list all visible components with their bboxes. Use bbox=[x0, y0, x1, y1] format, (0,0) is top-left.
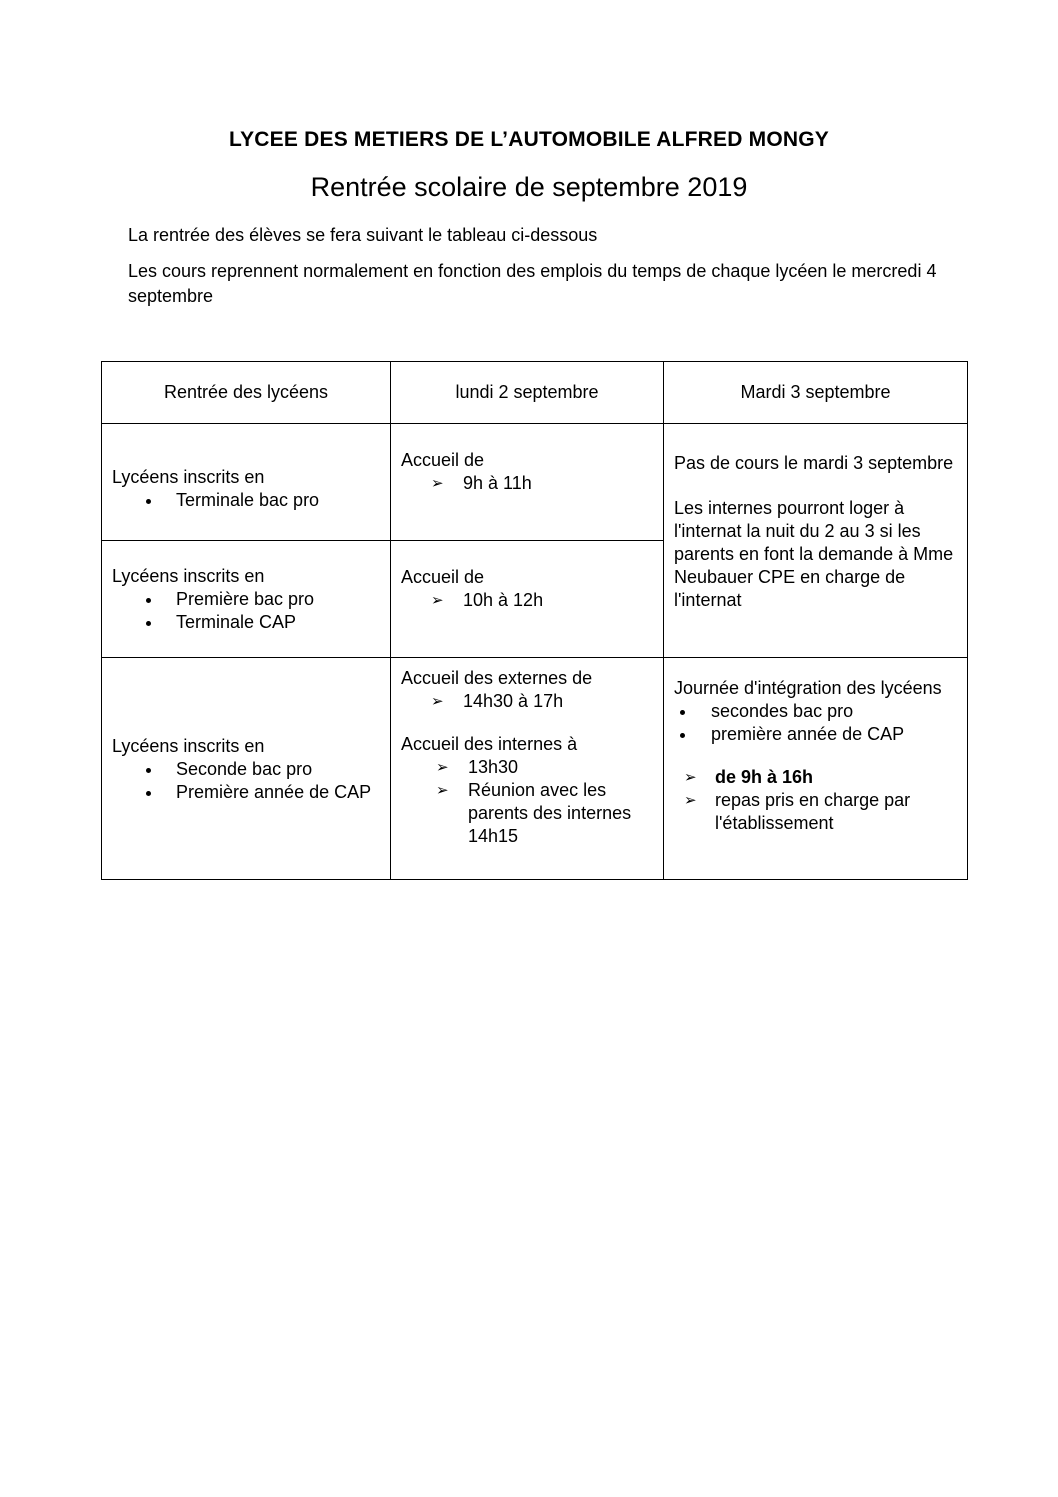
table-header-row bbox=[102, 362, 968, 424]
intro-paragraph-2: Les cours reprennent normalement en fonction des emplois du temps de chaque lycéen le mercredi 4 septembre bbox=[128, 261, 937, 306]
row3-externes-item: ➢ 14h30 à 17h bbox=[431, 691, 564, 711]
schedule-table bbox=[101, 361, 968, 880]
row3-student-item: Seconde bac pro bbox=[142, 758, 380, 781]
mardi-merged-cell bbox=[664, 424, 968, 658]
header-lundi: lundi 2 septembre bbox=[391, 362, 664, 424]
row3-mardi-cell bbox=[664, 658, 968, 880]
arrow-right-icon: ➢ bbox=[431, 475, 444, 492]
mardi-no-class-text: Pas de cours le mardi 3 septembre bbox=[674, 453, 954, 473]
row3-students-label: Lycéens inscrits en bbox=[112, 736, 265, 756]
arrow-right-icon: ➢ bbox=[436, 782, 449, 799]
table-row bbox=[102, 658, 968, 880]
arrow-right-icon: ➢ bbox=[431, 592, 444, 609]
row2-student-item: Terminale CAP bbox=[142, 611, 380, 634]
row2-students-cell bbox=[102, 541, 391, 658]
mardi-internat-text: Les internes pourront loger à l'internat la nuit du 2 au 3 si les parents en font la demande à Mme Neubauer CPE en charge de l'internat bbox=[674, 498, 954, 610]
row3-internes-item: ➢ 13h30 bbox=[436, 757, 519, 777]
row3-hours-item: ➢ de 9h à 16h bbox=[684, 767, 814, 787]
row3-meal-item: ➢ repas pris en charge par l'établissement bbox=[684, 790, 911, 833]
row3-integration-label: Journée d'intégration des lycéens bbox=[674, 678, 942, 698]
row3-externes-label: Accueil des externes de bbox=[401, 668, 593, 688]
row2-student-item: Première bac pro bbox=[142, 588, 380, 611]
row2-lundi-cell bbox=[391, 541, 664, 658]
row2-lundi-item: ➢ 10h à 12h bbox=[431, 590, 544, 610]
intro-paragraph-1: La rentrée des élèves se fera suivant le tableau ci-dessous bbox=[128, 225, 598, 245]
arrow-right-icon: ➢ bbox=[684, 769, 697, 786]
row1-lundi-label: Accueil de bbox=[401, 450, 485, 470]
row3-lundi-cell bbox=[391, 658, 664, 880]
row3-internes-item: ➢ Réunion avec les parents des internes 14h15 bbox=[436, 780, 632, 846]
row1-students-label: Lycéens inscrits en bbox=[112, 467, 265, 487]
row3-internes-label: Accueil des internes à bbox=[401, 734, 578, 754]
row1-lundi-cell bbox=[391, 424, 664, 541]
header-rentree: Rentrée des lycéens bbox=[102, 362, 391, 424]
row1-students-cell bbox=[102, 424, 391, 541]
header-mardi: Mardi 3 septembre bbox=[664, 362, 968, 424]
row2-lundi-label: Accueil de bbox=[401, 567, 485, 587]
document-title: LYCEE DES METIERS DE L’AUTOMOBILE ALFRED MONGY bbox=[229, 128, 829, 151]
row3-students-cell bbox=[102, 658, 391, 880]
table-row bbox=[102, 424, 968, 541]
arrow-right-icon: ➢ bbox=[684, 792, 697, 809]
row1-lundi-item: ➢ 9h à 11h bbox=[431, 473, 532, 493]
row3-integration-item: secondes bac pro bbox=[676, 700, 957, 723]
row1-student-item: Terminale bac pro bbox=[142, 489, 380, 512]
arrow-right-icon: ➢ bbox=[431, 693, 444, 710]
row2-students-label: Lycéens inscrits en bbox=[112, 566, 265, 586]
row3-student-item: Première année de CAP bbox=[142, 781, 380, 804]
row3-integration-item: première année de CAP bbox=[676, 723, 957, 746]
arrow-right-icon: ➢ bbox=[436, 759, 449, 776]
document-subtitle: Rentrée scolaire de septembre 2019 bbox=[310, 172, 748, 202]
